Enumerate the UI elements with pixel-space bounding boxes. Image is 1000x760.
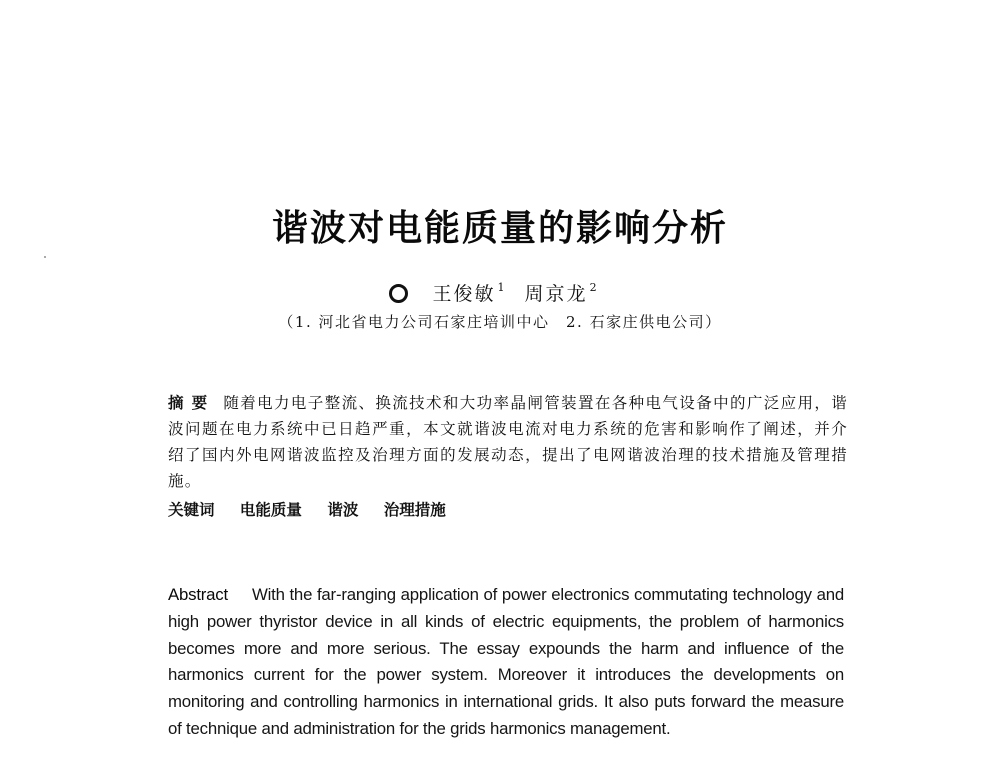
chinese-abstract-label: 摘要 bbox=[168, 394, 216, 412]
keywords bbox=[168, 497, 848, 523]
english-abstract-text: With the far-ranging application of power electronics commutating technology and high power thyristor device in all kinds of electric equipments, the problem of harmonics becomes more and more serious. The essay expounds the harm and influence of the harmonics current for the power system. Moreover it introduces the developments on monitoring and controlling harmonics in international grids. It also puts forward the measure of technique and administration for the grids harmonics management. bbox=[168, 585, 844, 738]
keywords-label: 关键词 bbox=[168, 501, 215, 519]
author-name: 王俊敏 bbox=[432, 283, 496, 305]
keyword: 电能质量 bbox=[239, 501, 302, 519]
paper-title: 谐波对电能质量的影响分析 bbox=[271, 208, 728, 249]
affiliations: （1. 河北省电力公司石家庄培训中心 2. 石家庄供电公司） bbox=[278, 313, 722, 331]
affiliation-ref: 1 bbox=[497, 281, 505, 294]
chinese-abstract bbox=[168, 390, 848, 494]
author-line bbox=[0, 274, 1000, 308]
scan-speck bbox=[44, 256, 46, 258]
english-abstract bbox=[168, 582, 844, 743]
author-name: 周京龙 bbox=[524, 283, 588, 305]
affiliation-ref: 2 bbox=[589, 281, 597, 294]
chinese-abstract-text: 随着电力电子整流、换流技术和大功率晶闸管装置在各种电气设备中的广泛应用，谐波问题在电力系统中已日趋严重，本文就谐波电流对电力系统的危害和影响作了阐述，并介绍了国内外电网谐波监控及治理方面的发展动态，提出了电网谐波治理的技术措施及管理措施。 bbox=[168, 394, 848, 490]
circle-marker-icon bbox=[389, 284, 408, 303]
keyword: 治理措施 bbox=[383, 501, 446, 519]
keyword: 谐波 bbox=[327, 501, 359, 519]
english-abstract-label: Abstract bbox=[168, 585, 228, 604]
